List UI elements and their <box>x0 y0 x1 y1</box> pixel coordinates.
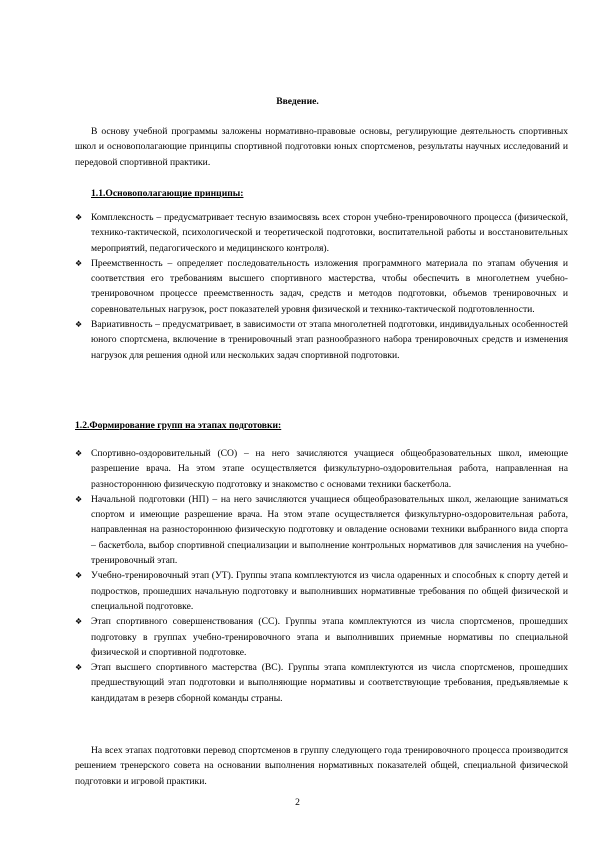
list-item <box>75 317 568 363</box>
closing-paragraph: На всех этапах подготовки перевод спортсменов в группу следующего года тренировочного процесса производится решением тренерского совета на основании выполнения нормативных показателей общей, специальной физической подготовки и игровой практики. <box>75 745 568 787</box>
list-item-text: Вариативность – предусматривает, в зависимости от этапа многолетней подготовки, индивидуальных особенностей юного спортсмена, включение в тренировочный этап разнообразного набора тренировочных средств и изменения нагрузок для решения одной или нескольких задач спортивной подготовки. <box>91 319 568 361</box>
list-item <box>75 568 568 614</box>
diamond-bullet-icon: ❖ <box>75 449 83 458</box>
diamond-bullet-icon: ❖ <box>75 617 83 627</box>
diamond-bullet-icon: ❖ <box>75 494 83 504</box>
list-item-text: Учебно-тренировочный этап (УТ). Группы этапа комплектуются из числа одаренных и способных к спорту детей и подростков, прошедших начальную подготовку и выполнивших нормативные требования по общей физической и специальной подготовке. <box>91 570 568 612</box>
list-item <box>75 210 568 256</box>
document-title: Введение. <box>276 96 319 107</box>
list-item-text: Этап спортивного совершенствования (СС). Группы этапа комплектуются из числа спортсменов, прошедших подготовку в группах учебно-тренировочного этапа и выполнивших приемные нормативы по специальной физической и спортивной подготовке. <box>91 616 568 658</box>
list-item <box>75 660 568 706</box>
list-item <box>75 492 568 568</box>
diamond-bullet-icon: ❖ <box>75 571 83 581</box>
list-item-text: Спортивно-оздоровительный (СО) – на него зачисляются учащиеся общеобразовательных школ, имеющие разрешение врача. На этом этапе осуществляется физкультурно-оздоровительная работа, направленная на разностороннюю физическую подготовку и знакомство с основами техники баскетбола. <box>91 448 568 490</box>
diamond-bullet-icon: ❖ <box>75 663 83 673</box>
section1-heading: 1.1.Основополагающие принципы: <box>91 188 244 199</box>
page-number: 2 <box>295 797 300 808</box>
diamond-bullet-icon: ❖ <box>75 258 83 268</box>
list-item-text: Комплексность – предусматривает тесную взаимосвязь всех сторон учебно-тренировочного процесса (физической, технико-тактической, психологической и теоретической подготовки, воспитательной работы и восстановительных мероприятий, педагогического и медицинского контроля). <box>91 212 568 254</box>
section2-heading: 1.2.Формирование групп на этапах подготовки: <box>75 420 282 431</box>
groups-list <box>75 446 568 706</box>
list-item-text: Преемственность – определяет последовательность изложения программного материала по этапам обучения и соответствия его требованиям высшего спортивного мастерства, чтобы обеспечить в многолетнем учебно-тренировочном процессе преемственность задач, средств и методов подготовки, объемов тренировочных и соревновательных нагрузок, рост показателей уровня физической и технико-тактической подготовленности. <box>91 257 568 315</box>
list-item <box>75 256 568 317</box>
diamond-bullet-icon: ❖ <box>75 320 83 330</box>
principles-list <box>75 210 568 363</box>
list-item <box>75 446 568 492</box>
list-item <box>75 614 568 660</box>
diamond-bullet-icon: ❖ <box>75 213 83 222</box>
list-item-text: Начальной подготовки (НП) – на него зачисляются учащиеся общеобразовательных школ, желающие заниматься спортом и имеющие разрешение врача. На этом этапе осуществляется физкультурно-оздоровительная работа, направленная на разностороннюю физическую подготовку и овладение основами техники выбранного вида спорта – баскетбола, выбор спортивной специализации и выполнение контрольных нормативов для зачисления на учебно-тренировочный этап. <box>91 493 568 567</box>
intro-paragraph: В основу учебной программы заложены нормативно-правовые основы, регулирующие деятельность спортивных школ и основополагающие принципы спортивной подготовки юных спортсменов, результаты научных исследований и передовой спортивной практики. <box>75 126 568 168</box>
list-item-text: Этап высшего спортивного мастерства (ВС). Группы этапа комплектуются из числа спортсменов, прошедших предшествующий этап подготовки и выполняющие нормативы и соответствующие требования, предъявляемые к кандидатам в резерв сборной команды страны. <box>91 662 568 704</box>
